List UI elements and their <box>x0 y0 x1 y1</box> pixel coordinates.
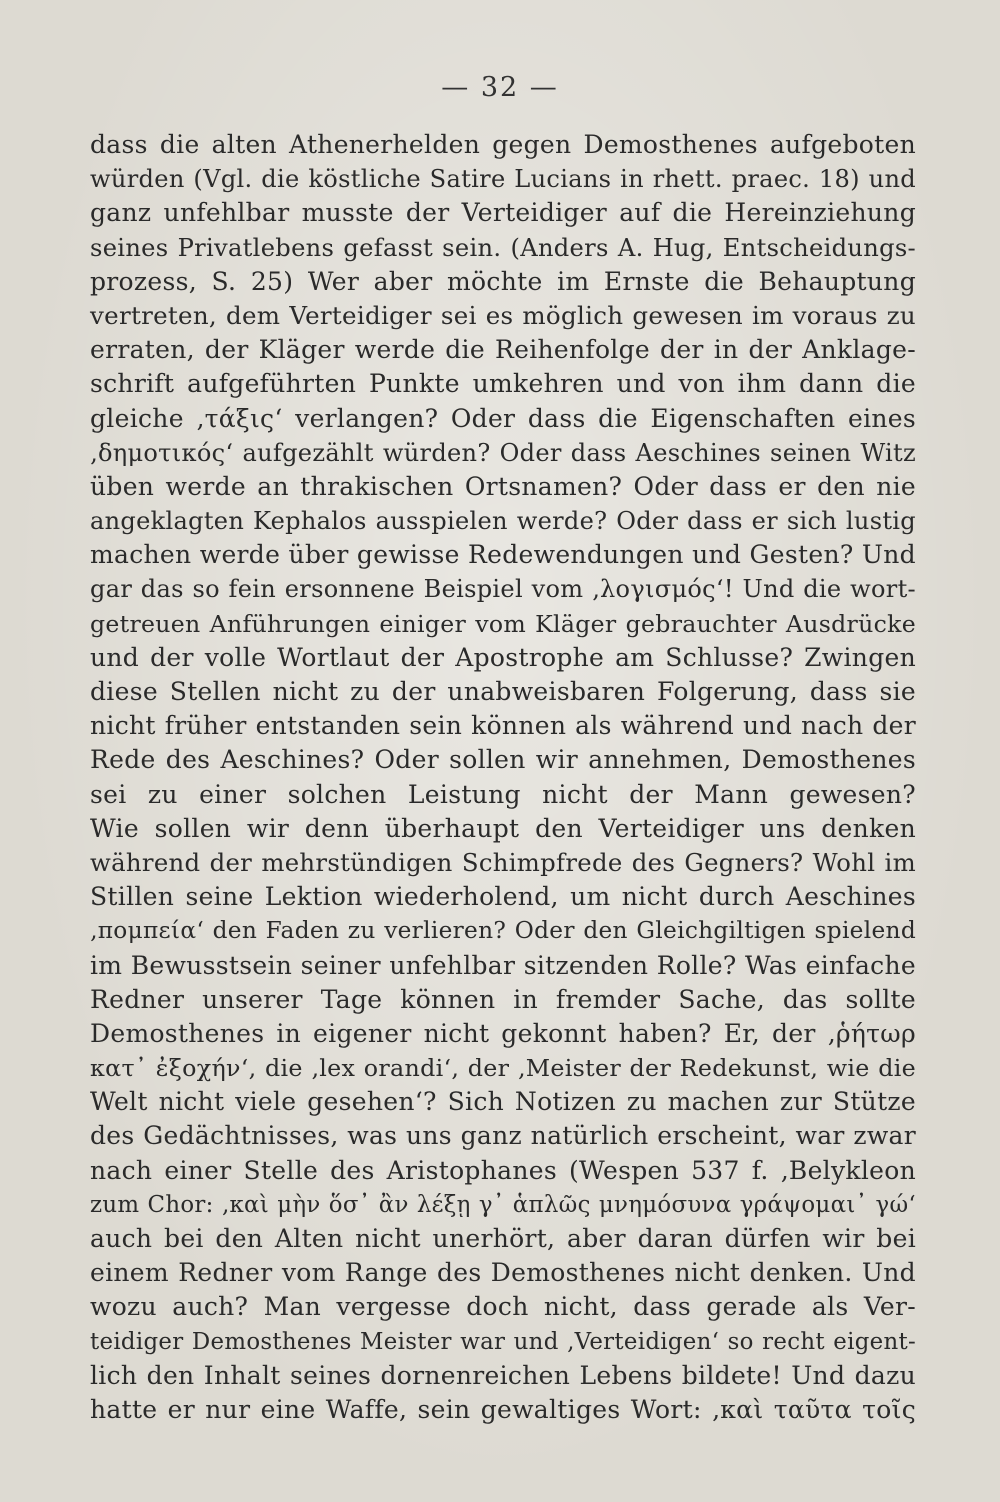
text-line: getreuen Anführungen einiger vom Kläger gebrauchter Ausdrücke <box>90 609 916 638</box>
body-text <box>90 128 916 1427</box>
text-line: im Bewusstsein seiner unfehlbar sitzenden Rolle? Was einfache <box>90 950 916 980</box>
text-line: Demosthenes in eigener nicht gekonnt haben? Er, der ‚ῥήτωρ <box>90 1018 916 1048</box>
text-line: ‚δημοτικός‘ aufgezählt würden? Oder dass Aeschines seinen Witz <box>90 438 916 467</box>
text-line: prozess, S. 25) Wer aber möchte im Ernste die Behauptung <box>90 266 916 296</box>
text-line: des Gedächtnisses, was uns ganz natürlich erscheint, war zwar <box>90 1121 916 1151</box>
text-line: während der mehrstündigen Schimpfrede des Gegners? Wohl im <box>90 847 916 877</box>
text-line: ‚πομπεία‘ den Faden zu verlieren? Oder den Gleichgiltigen spielend <box>90 917 916 945</box>
text-line: Stillen seine Lektion wiederholend, um nicht durch Aeschines <box>90 882 916 912</box>
text-line: seines Privatlebens gefasst sein. (Anders A. Hug, Entscheidungs- <box>90 233 916 262</box>
text-line: teidiger Demosthenes Meister war und ‚Verteidigen‘ so recht eigent- <box>90 1328 916 1355</box>
text-line: Rede des Aeschines? Oder sollen wir annehmen, Demosthenes <box>90 745 916 775</box>
text-line: nach einer Stelle des Aristophanes (Wespen 537 f. ‚Belykleon <box>90 1155 916 1185</box>
text-line: schrift aufgeführten Punkte umkehren und von ihm dann die <box>90 369 916 399</box>
page-number: — 32 — <box>441 72 559 103</box>
text-line: einem Redner vom Range des Demosthenes nicht denken. Und <box>90 1258 916 1288</box>
text-line: ganz unfehlbar musste der Verteidiger auf die Hereinziehung <box>90 198 916 228</box>
text-line: sei zu einer solchen Leistung nicht der Mann gewesen? <box>90 779 916 809</box>
text-line: angeklagten Kephalos ausspielen werde? Oder dass er sich lustig <box>90 507 916 536</box>
text-line: dass die alten Athenerhelden gegen Demosthenes aufgeboten <box>90 130 916 159</box>
text-line: hatte er nur eine Waffe, sein gewaltiges Wort: ‚καὶ ταῦτα τοῖς <box>90 1394 916 1424</box>
text-line: Welt nicht viele gesehen‘? Sich Notizen zu machen zur Stütze <box>90 1087 916 1117</box>
text-line: κατ᾿ ἐξοχήν‘, die ‚lex orandi‘, der ‚Meister der Redekunst, wie die <box>90 1054 916 1083</box>
text-line: machen werde über gewisse Redewendungen und Gesten? Und <box>90 540 916 570</box>
text-line: gar das so fein ersonnene Beispiel vom ‚λογισμός‘! Und die wort- <box>90 575 916 604</box>
text-line: erraten, der Kläger werde die Reihenfolge der in der Anklage- <box>90 335 916 365</box>
text-line: diese Stellen nicht zu der unabweisbaren Folgerung, dass sie <box>90 677 916 706</box>
text-line: nicht früher entstanden sein können als während und nach der <box>90 711 916 741</box>
text-line: vertreten, dem Verteidiger sei es möglich gewesen im voraus zu <box>90 300 916 330</box>
text-line: zum Chor: ‚καὶ μὴν ὅσ᾿ ἂν λέξῃ γ᾿ ἁπλῶς μνημόσυνα γράψομαι᾿ γώ‘ <box>90 1191 916 1218</box>
text-line: Redner unserer Tage können in fremder Sache, das sollte <box>90 984 916 1014</box>
text-line: auch bei den Alten nicht unerhört, aber daran dürfen wir bei <box>90 1224 916 1253</box>
text-line: würden (Vgl. die köstliche Satire Lucians in rhett. praec. 18) und <box>90 165 916 194</box>
text-line: lich den Inhalt seines dornenreichen Lebens bildete! Und dazu <box>90 1360 916 1390</box>
text-line: gleiche ‚τάξις‘ verlangen? Oder dass die Eigenschaften eines <box>90 403 916 433</box>
text-line: Wie sollen wir denn überhaupt den Verteidiger uns denken <box>90 813 916 843</box>
text-line: üben werde an thrakischen Ortsnamen? Oder dass er den nie <box>90 471 916 501</box>
text-line: und der volle Wortlaut der Apostrophe am Schlusse? Zwingen <box>90 642 916 672</box>
text-line: wozu auch? Man vergesse doch nicht, dass gerade als Ver- <box>90 1292 916 1322</box>
